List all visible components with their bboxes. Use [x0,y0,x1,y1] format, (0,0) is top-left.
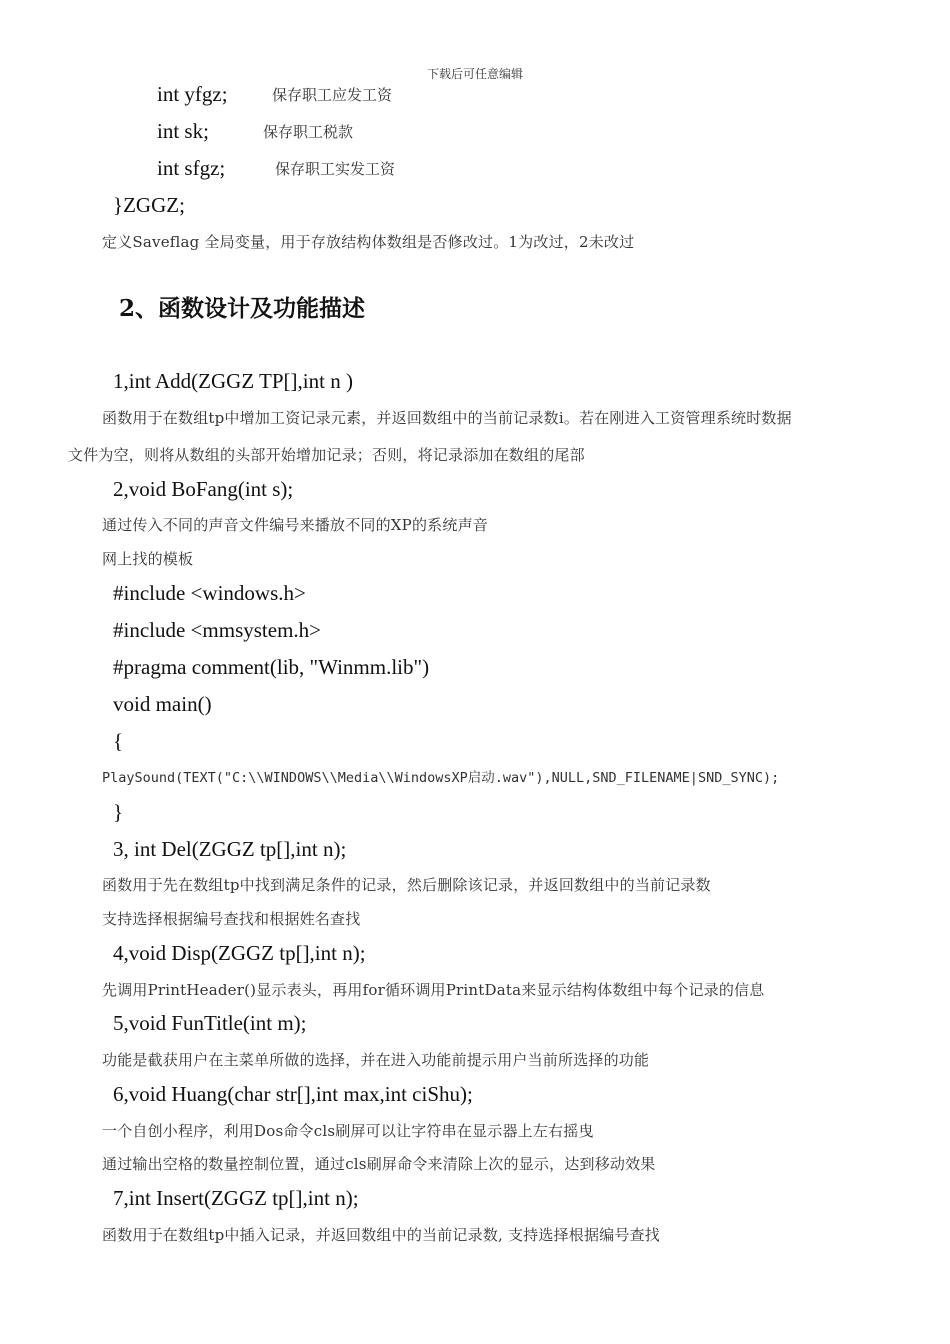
struct-field-sfgz: int sfgz; [157,156,226,180]
struct-field-sk: int sk; [157,119,209,143]
struct-field-sfgz-comment: 保存职工实发工资 [275,160,396,178]
code-line-pragma: #pragma comment(lib, "Winmm.lib") [113,655,430,679]
function-del-desc-2: 支持选择根据编号查找和根据姓名查找 [102,910,361,928]
code-line-playsound: PlaySound(TEXT("C:\\WINDOWS\\Media\\WindowsXP启动.wav"),NULL,SND_FILENAME|SND_SYNC); [102,770,780,786]
function-funtitle-signature: 5,void FunTitle(int m); [113,1011,307,1035]
struct-field-yfgz-comment: 保存职工应发工资 [272,86,393,104]
function-add-desc-1: 函数用于在数组tp中增加工资记录元素，并返回数组中的当前记录数i。若在刚进入工资管理系统时数据 [102,409,792,427]
function-add-signature: 1,int Add(ZGGZ TP[],int n ) [113,369,353,393]
section-title: 2、函数设计及功能描述 [119,295,366,322]
function-del-desc-1: 函数用于先在数组tp中找到满足条件的记录，然后删除该记录，并返回数组中的当前记录数 [102,876,711,894]
function-funtitle-desc-1: 功能是截获用户在主菜单所做的选择，并在进入功能前提示用户当前所选择的功能 [102,1051,650,1069]
function-del-signature: 3, int Del(ZGGZ tp[],int n); [113,837,347,861]
function-disp-desc-1: 先调用PrintHeader()显示表头，再用for循环调用PrintData来显示结构体数组中每个记录的信息 [102,981,765,999]
code-line-open-brace: { [113,729,124,753]
code-line-include-windows: #include <windows.h> [113,581,306,605]
function-bofang-desc-2: 网上找的模板 [102,550,194,568]
code-line-close-brace: } [113,800,124,824]
struct-field-yfgz: int yfgz; [157,82,228,106]
function-bofang-signature: 2,void BoFang(int s); [113,477,294,501]
function-huang-desc-1: 一个自创小程序，利用Dos命令cls刷屏可以让字符串在显示器上左右摇曳 [102,1122,594,1140]
function-disp-signature: 4,void Disp(ZGGZ tp[],int n); [113,941,366,965]
function-insert-signature: 7,int Insert(ZGGZ tp[],int n); [113,1186,359,1210]
function-insert-desc-1: 函数用于在数组tp中插入记录，并返回数组中的当前记录数, 支持选择根据编号查找 [102,1226,660,1244]
code-line-include-mmsystem: #include <mmsystem.h> [113,618,322,642]
code-line-main: void main() [113,692,212,716]
function-huang-signature: 6,void Huang(char str[],int max,int ciShu); [113,1082,473,1106]
page-header-note: 下载后可任意编辑 [426,67,523,81]
function-add-desc-2: 文件为空，则将从数组的头部开始增加记录；否则，将记录添加在数组的尾部 [68,446,585,464]
function-bofang-desc-1: 通过传入不同的声音文件编号来播放不同的XP的系统声音 [102,516,488,534]
function-huang-desc-2: 通过输出空格的数量控制位置，通过cls刷屏命令来清除上次的显示，达到移动效果 [102,1155,656,1173]
saveflag-note: 定义Saveflag 全局变量，用于存放结构体数组是否修改过。1为改过，2未改过 [102,233,635,251]
struct-field-sk-comment: 保存职工税款 [263,123,354,141]
struct-close: }ZGGZ; [113,193,185,217]
